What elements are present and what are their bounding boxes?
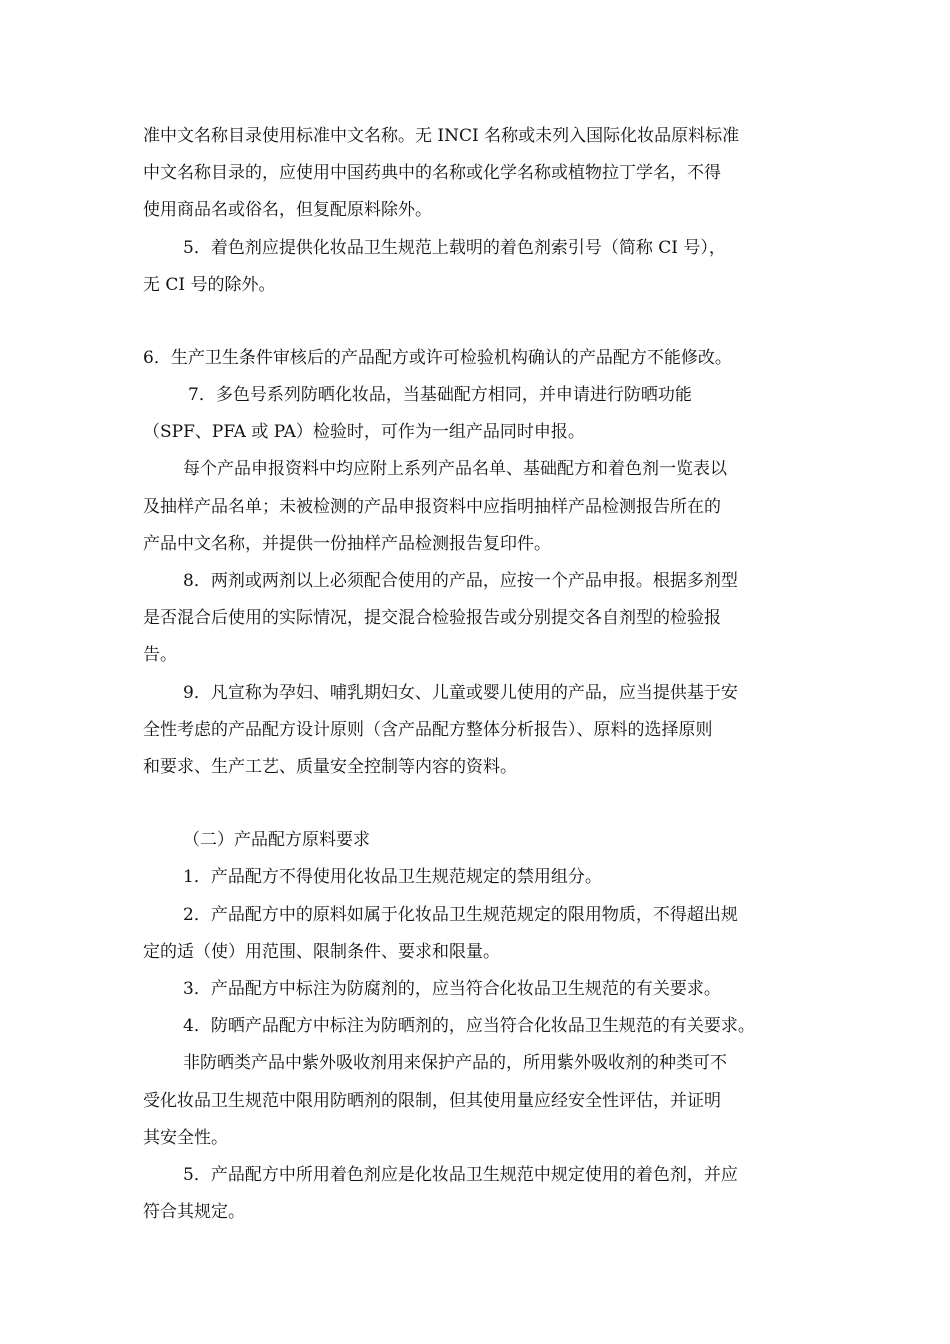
- paragraph-line: 4．防晒产品配方中标注为防晒剂的，应当符合化妆品卫生规范的有关要求。: [183, 1016, 755, 1036]
- paragraph-line: 非防晒类产品中紫外吸收剂用来保护产品的，所用紫外吸收剂的种类可不: [183, 1053, 727, 1073]
- paragraph-line: 每个产品申报资料中均应附上系列产品名单、基础配方和着色剂一览表以: [183, 459, 727, 479]
- paragraph-line: （SPF、PFA 或 PA）检验时，可作为一组产品同时申报。: [143, 422, 585, 442]
- paragraph-line: 全性考虑的产品配方设计原则（含产品配方整体分析报告）、原料的选择原则: [143, 720, 713, 740]
- paragraph-line: 定的适（使）用范围、限制条件、要求和限量。: [143, 942, 500, 962]
- paragraph-line: 和要求、生产工艺、质量安全控制等内容的资料。: [143, 757, 517, 777]
- paragraph-line: 无 CI 号的除外。: [143, 275, 276, 295]
- paragraph-line: 9．凡宣称为孕妇、哺乳期妇女、儿童或婴儿使用的产品，应当提供基于安: [183, 683, 738, 703]
- paragraph-line: 告。: [143, 645, 177, 665]
- paragraph-line: 1．产品配方不得使用化妆品卫生规范规定的禁用组分。: [183, 867, 602, 887]
- section-heading: （二）产品配方原料要求: [183, 830, 370, 850]
- paragraph-line: 5．着色剂应提供化妆品卫生规范上载明的着色剂索引号（简称 CI 号），: [183, 238, 726, 258]
- paragraph-line: 5．产品配方中所用着色剂应是化妆品卫生规范中规定使用的着色剂，并应: [183, 1165, 738, 1185]
- paragraph-line: 使用商品名或俗名，但复配原料除外。: [143, 200, 432, 220]
- paragraph-line: 其安全性。: [143, 1128, 228, 1148]
- paragraph-line: 是否混合后使用的实际情况，提交混合检验报告或分别提交各自剂型的检验报: [143, 608, 721, 628]
- paragraph-line: 及抽样产品名单；未被检测的产品申报资料中应指明抽样产品检测报告所在的: [143, 497, 721, 517]
- paragraph-line: 8．两剂或两剂以上必须配合使用的产品，应按一个产品申报。根据多剂型: [183, 571, 738, 591]
- paragraph-line: 产品中文名称，并提供一份抽样产品检测报告复印件。: [143, 534, 551, 554]
- paragraph-line: 准中文名称目录使用标准中文名称。无 INCI 名称或未列入国际化妆品原料标准: [143, 126, 740, 146]
- paragraph-line: 7．多色号系列防晒化妆品，当基础配方相同，并申请进行防晒功能: [188, 385, 692, 405]
- paragraph-line: 中文名称目录的，应使用中国药典中的名称或化学名称或植物拉丁学名，不得: [143, 163, 721, 183]
- paragraph-line: 符合其规定。: [143, 1202, 245, 1222]
- paragraph-line: 6．生产卫生条件审核后的产品配方或许可检验机构确认的产品配方不能修改。: [143, 348, 732, 368]
- paragraph-line: 受化妆品卫生规范中限用防晒剂的限制，但其使用量应经安全性评估，并证明: [143, 1091, 721, 1111]
- paragraph-line: 3．产品配方中标注为防腐剂的，应当符合化妆品卫生规范的有关要求。: [183, 979, 721, 999]
- paragraph-line: 2．产品配方中的原料如属于化妆品卫生规范规定的限用物质，不得超出规: [183, 905, 738, 925]
